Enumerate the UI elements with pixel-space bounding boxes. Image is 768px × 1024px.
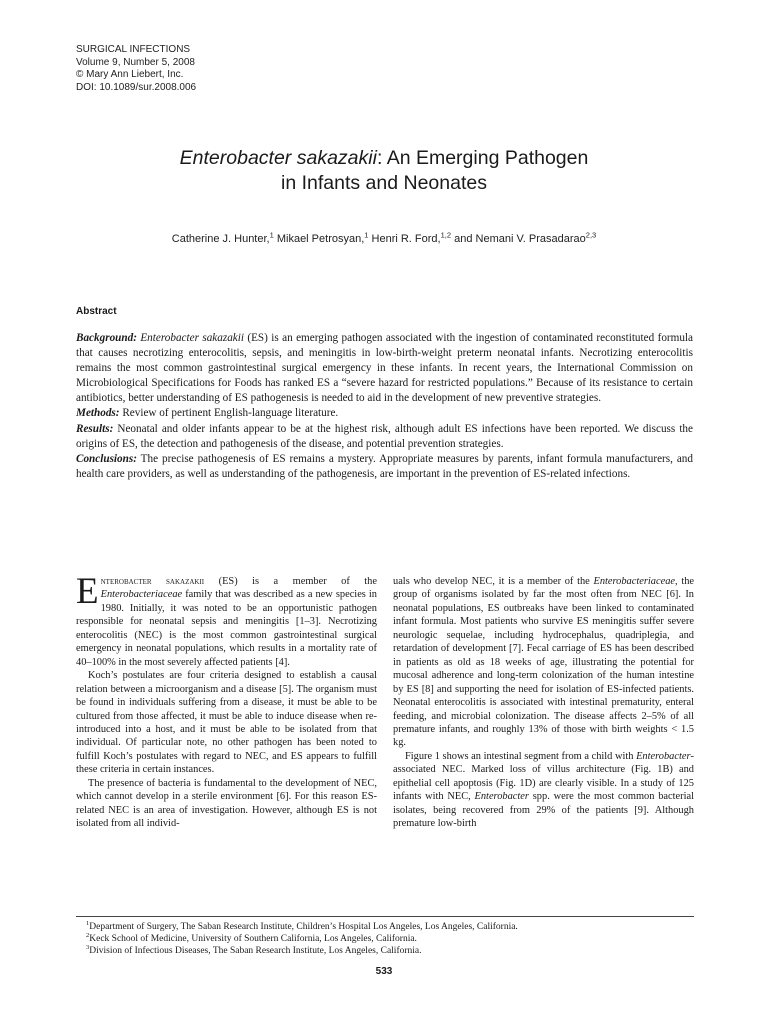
body-columns bbox=[76, 571, 695, 831]
background-label: Background: bbox=[76, 332, 137, 344]
paragraph-text: (ES) is a member of the bbox=[204, 576, 377, 587]
right-column bbox=[393, 575, 694, 831]
conclusions-label: Conclusions: bbox=[76, 452, 137, 465]
journal-info bbox=[76, 44, 196, 94]
paragraph-text: family that was described as a new species in 1980. Initially, it was noted to be an opportunistic pathogen responsible for neonatal sepsis and meningitis [1–3]. Necrotizing enterocolitis (NEC) is the most common gastrointestinal surgical emergency in neonatal populations, which results in a mortality rate of 40–100% in the most severely affected patients [4]. bbox=[76, 589, 377, 668]
title-line2: in Infants and Neonates bbox=[281, 172, 487, 194]
journal-name: SURGICAL INFECTIONS bbox=[76, 44, 191, 55]
paragraph-text: , the group of organisms isolated by far the most often from NEC [6]. In neonatal populations, ES outbreaks have been linked to contaminated infant formula. Most patients who survive ES meningitis suffer severe neurologic sequelae, including hydrocephalus, quadriplegia, and retardation of development [7]. Fecal carriage of ES has been described in patients as old as 18 weeks of age, illustrating the potential for mucosal adherence and long-term colonization of the human intestine by ES [8] and supporting the need for isolation of ES-infected patients. Neonatal enterocolitis is associated with intestinal prematurity, enteral feeding, and microbial colonization. The disease affects 2–5% of all premature infants, and roughly 13% of those with birth weights < 1.5 kg. bbox=[393, 576, 695, 749]
author-affiliation: 2,3 bbox=[585, 230, 597, 240]
footnotes bbox=[86, 921, 518, 958]
footnote-text: Keck School of Medicine, University of Southern California, Los Angeles, California. bbox=[89, 934, 417, 945]
paragraph-text: uals who develop NEC, it is a member of the bbox=[393, 576, 594, 587]
abstract-body bbox=[76, 331, 693, 482]
author-affiliation: 1 bbox=[364, 230, 369, 240]
footnote-marker: 1 bbox=[86, 919, 90, 927]
italic-term: Enterobacter bbox=[636, 750, 691, 762]
footnote-marker: 3 bbox=[86, 944, 90, 952]
italic-term: Enterobacteriaceae bbox=[593, 576, 676, 587]
footnote bbox=[86, 921, 518, 933]
results-label: Results: bbox=[76, 422, 114, 435]
footnote-text: Division of Infectious Diseases, The Saban Research Institute, Los Angeles, California. bbox=[89, 946, 422, 957]
journal-doi: DOI: 10.1089/sur.2008.006 bbox=[76, 81, 197, 93]
abstract-results bbox=[76, 422, 693, 452]
journal-volume: Volume 9, Number 5, 2008 bbox=[76, 56, 195, 68]
footnote-text: Department of Surgery, The Saban Research Institute, Children’s Hospital Los Angeles, Los Angeles, California. bbox=[89, 922, 518, 932]
author-name: Henri R. Ford, bbox=[371, 233, 441, 245]
title-line1-rest: : An Emerging Pathogen bbox=[376, 147, 589, 169]
footnote bbox=[86, 933, 518, 945]
paragraph bbox=[393, 750, 694, 831]
background-species: Enterobacter sakazakii bbox=[140, 332, 244, 344]
author-name: Mikael Petrosyan, bbox=[276, 233, 365, 245]
drop-cap: E bbox=[76, 571, 99, 612]
paragraph: The presence of bacteria is fundamental to the development of NEC, which cannot develop in a sterile environment [6]. For this reason ES-related NEC is an area of investigation. However, although ES is not isolated from all individ- bbox=[76, 777, 377, 830]
abstract-methods bbox=[76, 406, 693, 421]
author-name: Catherine J. Hunter, bbox=[171, 233, 270, 245]
abstract-heading: Abstract bbox=[76, 306, 117, 317]
methods-text: Review of pertinent English-language literature. bbox=[119, 407, 339, 420]
italic-term: Enterobacteriaceae bbox=[100, 589, 183, 601]
results-text: Neonatal and older infants appear to be at the highest risk, although adult ES infections have been reported. We discuss the origins of ES, the detection and pathogenesis of the disease, and potential prevention strategies. bbox=[76, 422, 693, 450]
lead-smallcaps: nterobacter sakazakii bbox=[100, 576, 205, 587]
paragraph bbox=[76, 571, 377, 669]
background-text: (ES) is an emerging pathogen associated with the ingestion of contaminated reconstituted formula that causes necrotizing enterocolitis, sepsis, and meningitis in low-birth-weight preterm neonatal infants. Necrotizing enterocolitis remains the most common gastrointestinal surgical emergency in these infants. In recent years, the International Commission on Microbiological Specifications for Foods has ranked ES a “severe hazard for restricted populations.” Because of its resistance to certain antibiotics, better understanding of ES pathogenesis is needed to aid in the development of new preventive strategies. bbox=[76, 332, 694, 405]
author-affiliation: 1,2 bbox=[440, 230, 452, 240]
paragraph-text: -associated NEC. Marked loss of villus architecture (Fig. 1B) and epithelial cell apoptosis (Fig. 1D) are clearly visible. In a study of 125 infants with NEC, bbox=[393, 750, 694, 803]
author-affiliation: 1 bbox=[269, 230, 274, 240]
footnote-marker: 2 bbox=[86, 932, 90, 940]
footnote bbox=[86, 945, 518, 957]
abstract-background bbox=[76, 331, 693, 406]
left-column bbox=[76, 571, 377, 831]
abstract-conclusions bbox=[76, 452, 693, 482]
paragraph bbox=[393, 575, 694, 750]
article-title bbox=[60, 146, 708, 196]
italic-term: Enterobacter bbox=[474, 791, 529, 803]
title-italic: Enterobacter sakazakii bbox=[179, 147, 377, 169]
author-name: and Nemani V. Prasadarao bbox=[454, 233, 586, 245]
paragraph-text: Figure 1 shows an intestinal segment from a child with bbox=[405, 750, 637, 762]
author-list bbox=[60, 230, 708, 245]
methods-label: Methods: bbox=[76, 407, 120, 420]
conclusions-text: The precise pathogenesis of ES remains a mystery. Appropriate measures by parents, infant formula manufacturers, and health care providers, as well as understanding of the pathogenesis, are important in the prevention of ES-related infections. bbox=[76, 452, 693, 480]
journal-copyright: © Mary Ann Liebert, Inc. bbox=[76, 69, 184, 80]
paragraph: Koch’s postulates are four criteria designed to establish a causal relation between a microorganism and a disease [5]. The organism must be found in individuals suffering from a disease, it must be able to be cultured from those affected, it must be able to induce disease when re-introduced into a host, and it must be able to be isolated from that individual. Of particular note, no other pathogen has been noted to fulfill Koch’s postulates with regard to NEC, and ES appears to fulfill these criteria in certain instances. bbox=[76, 670, 377, 776]
footnote-divider bbox=[76, 916, 694, 917]
paragraph-text: spp. were the most common bacterial isolates, being recovered from 29% of the patients [9]. Although premature low-birth bbox=[393, 791, 694, 830]
page-number: 533 bbox=[375, 966, 393, 977]
